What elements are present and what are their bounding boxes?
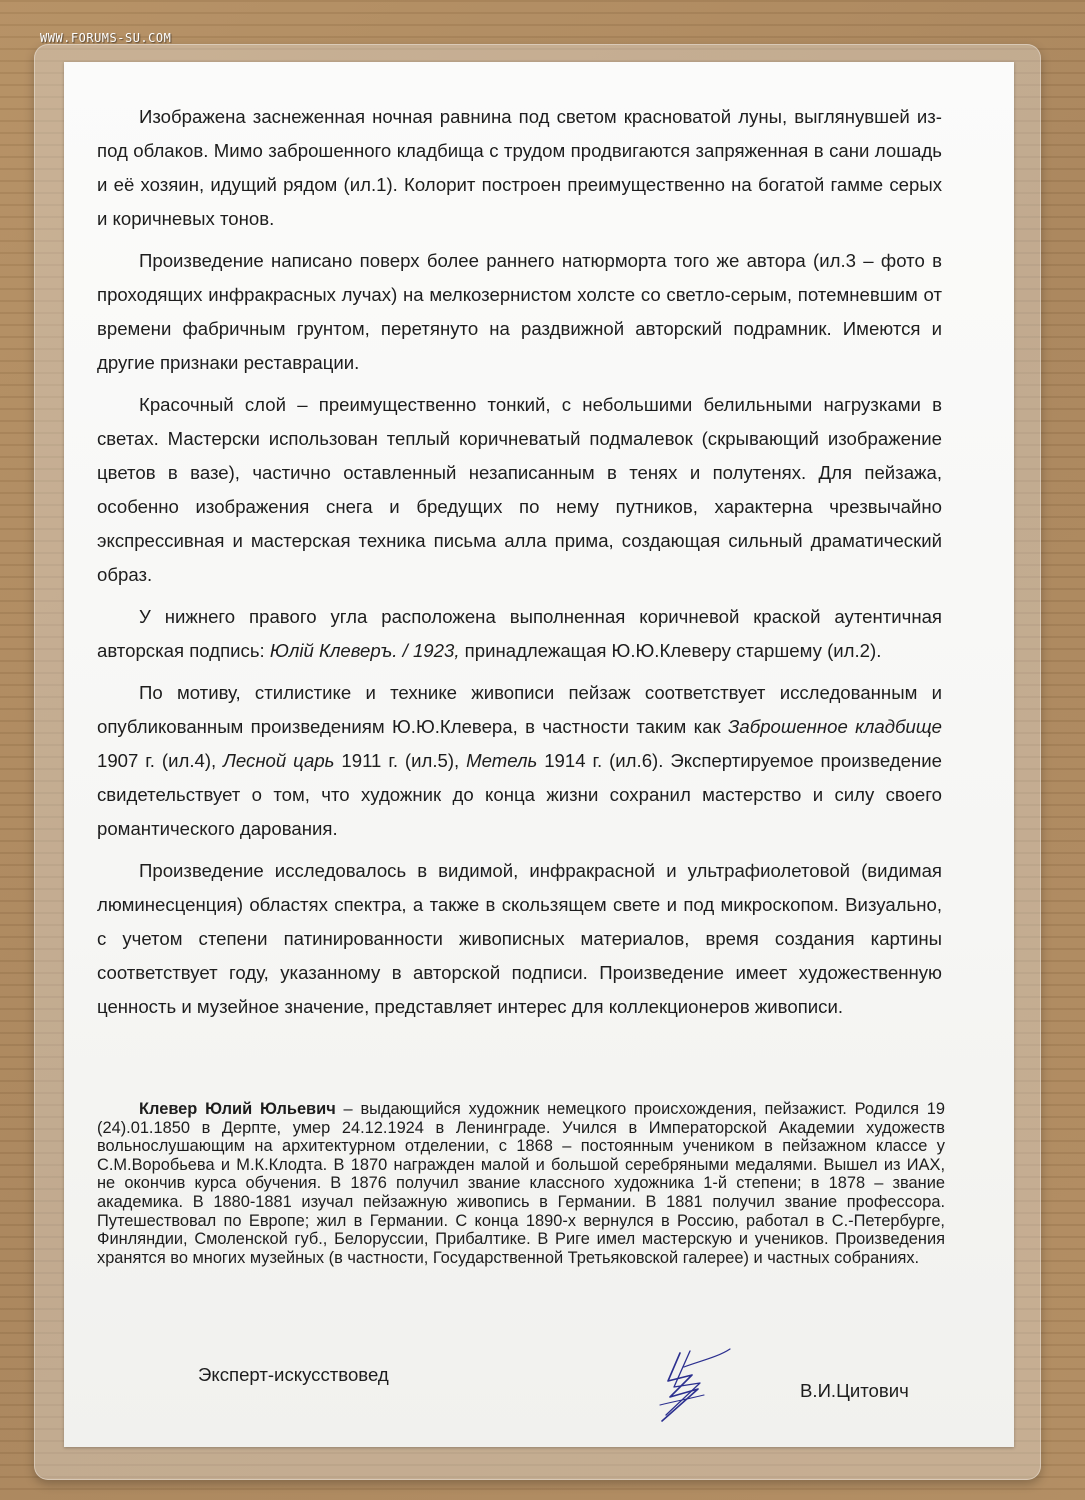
paragraph-paint-layer: Красочный слой – преимущественно тонкий, с небольшими белильными нагрузками в светах. Мастерски использован теплый коричневатый подмалевок (скрывающий изображение цветов в вазе), частично оставленный незаписанным в тенях и полутенях. Для пейзажа, особенно изображения снега и бредущих по нему путников, характерна чрезвычайно экспрессивная и мастерская техника письма алла прима, создающая сильный драматический образ. — [97, 394, 942, 585]
handwritten-signature-icon — [640, 1345, 740, 1425]
paragraph-comparison-text-a: По мотиву, стилистике и технике живописи пейзаж соответствует исследованным и опубликованным произведениям Ю.Ю.Клевера, в частности таким как — [97, 682, 942, 737]
paragraph-comparison-text-c: 1911 г. (ил.5), — [334, 750, 467, 771]
paragraph-comparison-text-b: 1907 г. (ил.4), — [97, 750, 224, 771]
author-signature-text: Юлій Клеверъ. / 1923, — [269, 640, 460, 661]
artist-name: Клевер Юлий Юльевич — [139, 1100, 336, 1118]
paragraph-comparison-text-d: 1914 г. (ил.6). Экспертируемое произведение свидетельствует о том, что художник до конца жизни сохранил мастерство и силу своего романтического дарования. — [97, 750, 942, 839]
paragraph-description: Изображена заснеженная ночная равнина под светом красноватой луны, выглянувшей из-под облаков. Мимо заброшенного кладбища с трудом продвигаются запряженная в сани лошадь и её хозяин, идущий рядом (ил.1). Колорит построен преимущественно на богатой гамме серых и коричневых тонов. — [97, 106, 942, 229]
work-title-1: Заброшенное кладбище — [727, 716, 942, 737]
expert-name: В.И.Цитович — [800, 1380, 909, 1401]
paragraph-conclusion: Произведение исследовалось в видимой, инфракрасной и ультрафиолетовой (видимая люминесценция) областях спектра, а также в скользящем свете и под микроскопом. Визуально, с учетом степени патинированности живописных материалов, время создания картины соответствует году, указанному в авторской подписи. Произведение имеет художественную ценность и музейное значение, представляет интерес для коллекционеров живописи. — [97, 860, 942, 1017]
paragraph-comparison — [97, 676, 942, 846]
work-title-3: Метель — [466, 750, 538, 771]
artist-biography — [97, 1100, 945, 1267]
document-body — [97, 100, 942, 1032]
paragraph-canvas: Произведение написано поверх более раннего натюрморта того же автора (ил.3 – фото в проходящих инфракрасных лучах) на мелкозернистом холсте со светло-серым, потемневшим от времени фабричным грунтом, перетянуто на раздвижной авторский подрамник. Имеются и другие признаки реставрации. — [97, 250, 942, 373]
paragraph-signature-text-a: У нижнего правого угла расположена выполненная коричневой краской аутентичная авторская подпись: — [97, 606, 942, 661]
paragraph-signature — [97, 600, 942, 668]
paragraph-signature-text-b: принадлежащая Ю.Ю.Клеверу старшему (ил.2). — [459, 640, 882, 661]
expert-role: Эксперт-искусствовед — [198, 1364, 389, 1385]
watermark: WWW.FORUMS-SU.COM — [40, 31, 172, 45]
work-title-2: Лесной царь — [223, 750, 335, 771]
artist-biography-text: – выдающийся художник немецкого происхождения, пейзажист. Родился 19 (24).01.1850 в Дерпте, умер 24.12.1924 в Ленинграде. Учился в Императорской Академии художеств вольнослушающим на архитектурном отделении, с 1868 – постоянным учеником в пейзажном классе у С.М.Воробьева и М.К.Клодта. В 1870 награжден малой и большой серебряными медалями. Вышел из ИАХ, не окончив курса обучения. В 1876 получил звание классного художника 1-й степени; в 1878 – звание академика. В 1880-1881 изучал пейзажную живопись в Германии. В 1881 получил звание профессора. Путешествовал по Европе; жил в Германии. С конца 1890-х вернулся в Россию, работал в С.-Петербурге, Финляндии, Смоленской губ., Белоруссии, Прибалтике. В Риге имел мастерскую и учеников. Произведения хранятся во многих музейных (в частности, Государственной Третьяковской галерее) и частных собраниях. — [97, 1100, 945, 1267]
